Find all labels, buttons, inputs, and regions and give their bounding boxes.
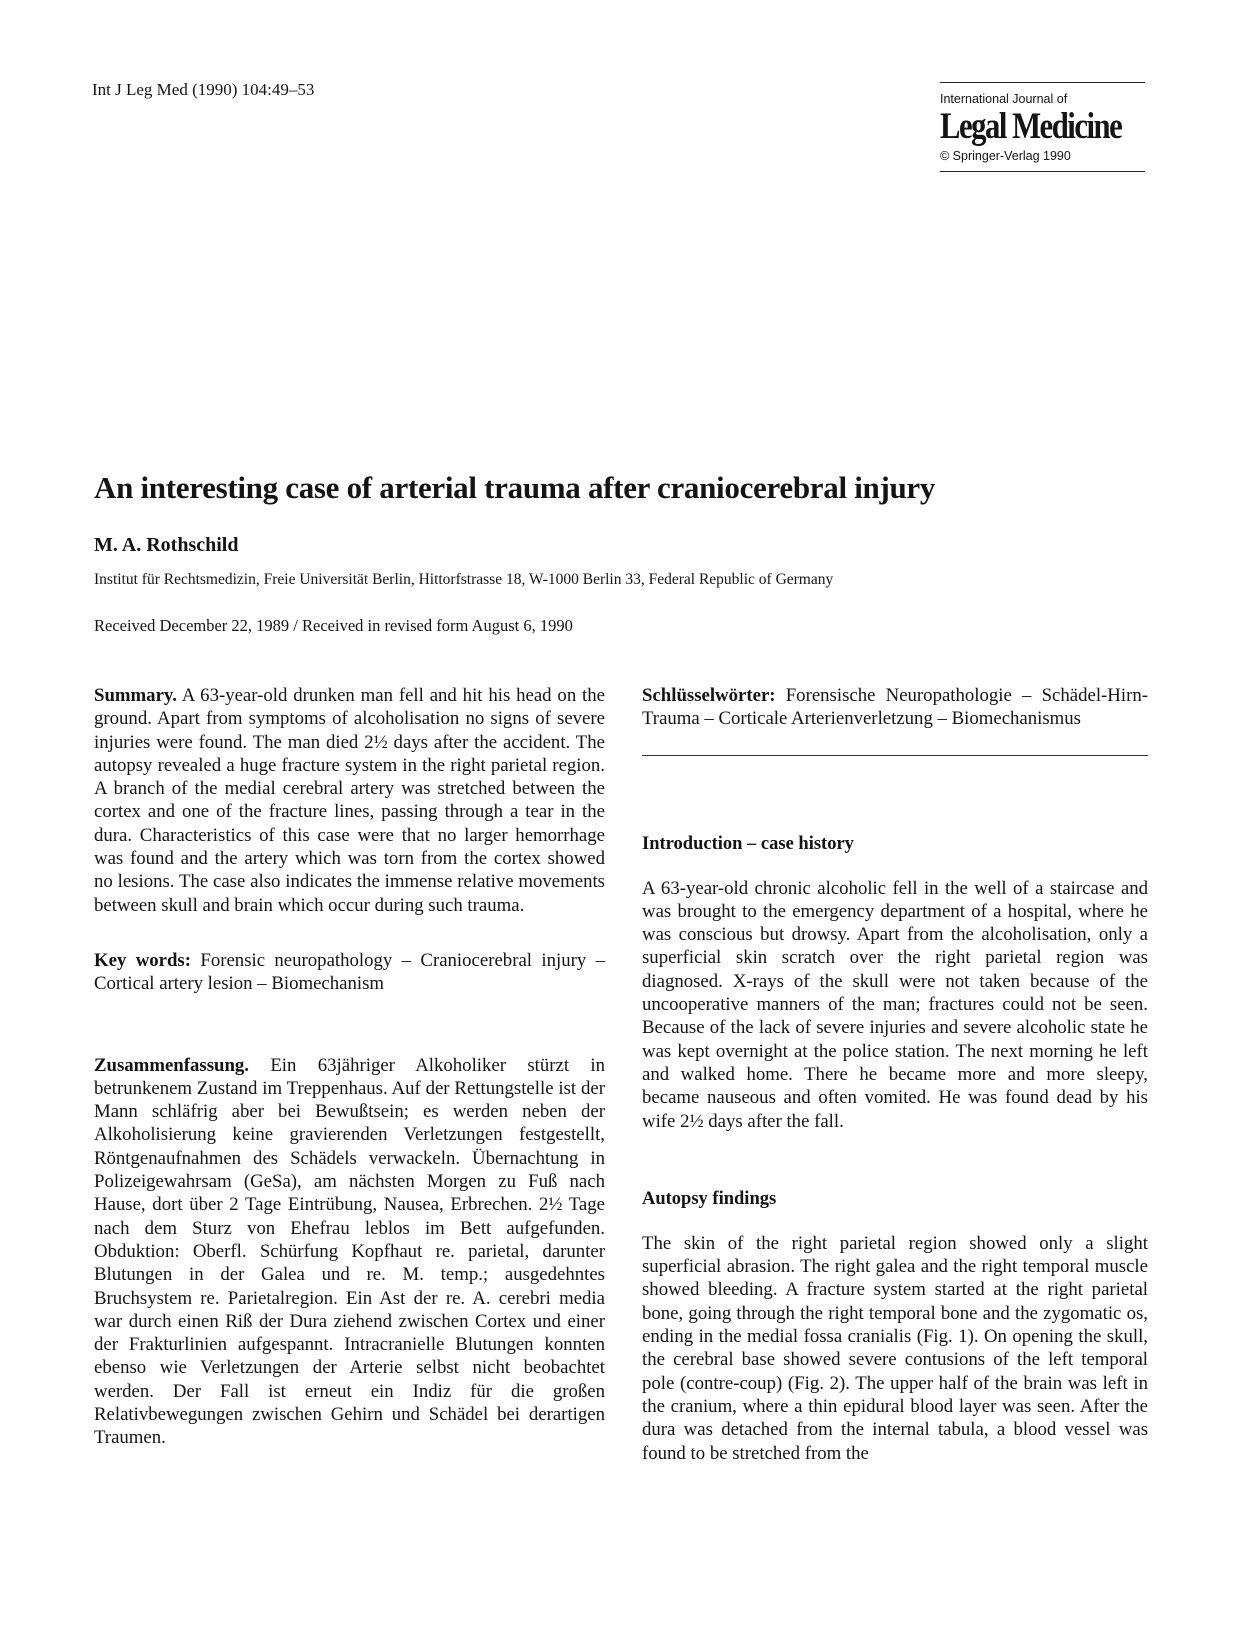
section-divider [642,755,1148,756]
received-dates: Received December 22, 1989 / Received in revised form August 6, 1990 [94,616,573,635]
journal-masthead [940,82,1145,172]
author-affiliation: Institut für Rechtsmedizin, Freie Universität Berlin, Hittorfstrasse 18, W-1000 Berlin 33, Federal Republic of Germany [94,571,834,588]
masthead-bottom-rule [940,171,1145,172]
summary-paragraph [94,684,605,917]
autopsy-text: The skin of the right parietal region showed only a slight superficial abrasion. The right galea and the right temporal muscle showed bleeding. A fracture system started at the right parietal bone, going through the right temporal bone and the zygomatic os, ending in the medial fossa cranialis (Fig. 1). On opening the skull, the cerebral base showed severe contusions of the left temporal pole (contre-coup) (Fig. 2). The upper half of the brain was left in the cranium, where a thin epidural blood layer was seen. After the dura was detached from the internal tabula, a blood vessel was found to be stretched from the [642,1232,1148,1464]
copyright-line: © Springer-Verlag 1990 [940,149,1071,163]
schluesselwoerter-paragraph [642,684,1148,731]
journal-name: Legal Medicine [940,106,1122,147]
introduction-text: A 63-year-old chronic alcoholic fell in the well of a staircase and was brought to the emergency department of a hospital, where he was conscious but drowsy. Apart from the alcoholisation, only a superficial skin scratch over the right parietal region was diagnosed. X-rays of the skull were not taken because of the uncooperative manners of the man; fractures could not be seen. Because of the lack of severe injuries and severe alcoholic state he was kept overnight at the police station. The next morning he left and walked home. There he became more and more sleepy, became nauseous and often vomited. He was found dead by his wife 2½ days after the fall. [642,877,1148,1132]
schluesselwoerter-text: Forensische Neuropathologie – Schädel-Hirn-Trauma – Corticale Arterienverletzung – Biomechanismus [642,685,1148,730]
journal-name-small: International Journal of [940,92,1068,106]
journal-citation: Int J Leg Med (1990) 104:49–53 [92,80,315,99]
left-column [94,684,605,1450]
summary-text: A 63-year-old drunken man fell and hit his head on the ground. Apart from symptoms of alcoholisation no signs of severe injuries were found. The man died 2½ days after the accident. The autopsy revealed a huge fracture system in the right parietal region. A branch of the medial cerebral artery was stretched between the cortex and one of the fracture lines, passing through a tear in the dura. Characteristics of this case were that no larger hemorrhage was found and the artery which was torn from the cortex showed no lesions. The case also indicates the immense relative movements between skull and brain which occur during such trauma. [94,685,606,916]
keywords-paragraph [94,949,605,996]
article-title: An interesting case of arterial trauma after craniocerebral injury [94,470,936,505]
article-author: M. A. Rothschild [94,534,239,556]
zusammenfassung-paragraph [94,1054,605,1450]
right-column [642,684,1148,1465]
masthead-top-rule [940,82,1145,83]
autopsy-heading: Autopsy findings [642,1188,777,1209]
introduction-heading: Introduction – case history [642,833,854,854]
keywords-text: Forensic neuropathology – Craniocerebral injury – Cortical artery lesion – Biomechanism [94,949,605,995]
schluesselwoerter-label: Schlüsselwörter: [642,685,776,706]
zusammenfassung-text: Ein 63jähriger Alkoholiker stürzt in betrunkenem Zustand im Treppenhaus. Auf der Rettungstelle ist der Mann schläfrig aber bei Bewußtsein; es werden neben der Alkoholisierung keine gravierenden Verletzungen festgestellt, Röntgenaufnahmen des Schädels verwackeln. Übernachtung in Polizeigewahrsam (GeSa), am nächsten Morgen zu Fuß nach Hause, dort über 2 Tage Eintrübung, Nausea, Erbrechen. 2½ Tage nach dem Sturz von Ehefrau leblos im Bett aufgefunden. Obduktion: Oberfl. Schürfung Kopfhaut re. parietal, darunter Blutungen in der Galea und re. M. temp.; ausgedehntes Bruchsystem re. Parietalregion. Ein Ast der re. A. cerebri media war durch einen Riß der Dura ziehend zwischen Cortex und einer der Frakturlinien aufgespannt. Intracranielle Blutungen konnten ebenso wie Verletzungen der Arterie selbst nicht beobachtet werden. Der Fall ist erneut ein Indiz für die großen Relativbewegungen zwischen Gehirn und Schädel bei derartigen Traumen. [94,1054,605,1449]
keywords-label: Key words: [94,949,191,971]
zusammenfassung-label: Zusammenfassung. [94,1054,249,1076]
summary-label: Summary. [94,685,177,706]
